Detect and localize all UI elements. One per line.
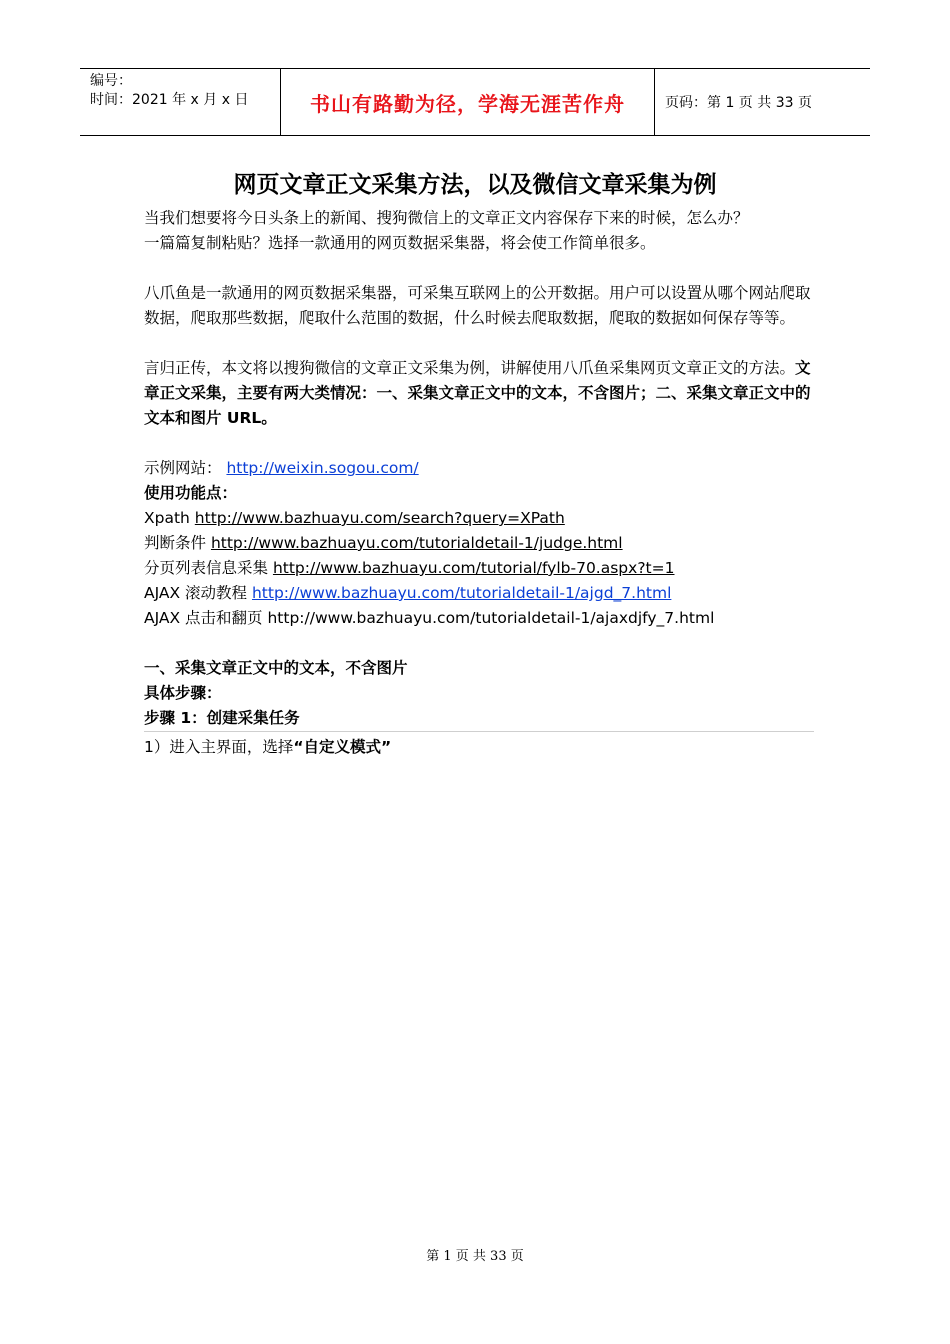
section-heading: 一、采集文章正文中的文本，不含图片 bbox=[144, 659, 408, 677]
feature-name: AJAX 点击和翻页 bbox=[144, 609, 268, 627]
feature-item bbox=[144, 581, 814, 606]
feature-item bbox=[144, 556, 814, 581]
intro-line-1: 当我们想要将今日头条上的新闻、搜狗微信上的文章正文内容保存下来的时候，怎么办？ bbox=[144, 209, 749, 227]
overview-bold-text: 文章正文采集，主要有两大类情况：一、采集文章正文中的文本，不含图片；二、采集文章正文中的文本和图片 URL。 bbox=[144, 359, 811, 427]
feature-link[interactable]: http://www.bazhuayu.com/tutorialdetail-1/judge.html bbox=[210, 534, 623, 552]
step-item-bold: “自定义模式” bbox=[293, 738, 392, 756]
header-motto-cell bbox=[281, 69, 655, 135]
feature-item bbox=[144, 506, 814, 531]
feature-name: 分页列表信息采集 bbox=[144, 559, 273, 577]
feature-link[interactable]: http://www.bazhuayu.com/search?query=XPath bbox=[194, 509, 565, 527]
feature-name: Xpath bbox=[144, 509, 195, 527]
step-item bbox=[144, 731, 814, 760]
paragraph-bazhuayu-intro: 八爪鱼是一款通用的网页数据采集器，可采集互联网上的公开数据。用户可以设置从哪个网站爬取数据，爬取那些数据，爬取什么范围的数据，什么时候去爬取数据，爬取的数据如何保存等等。 bbox=[144, 284, 811, 327]
example-site bbox=[144, 456, 814, 481]
feature-link[interactable]: http://www.bazhuayu.com/tutorial/fylb-70.aspx?t=1 bbox=[272, 559, 675, 577]
paragraph-overview bbox=[144, 356, 814, 431]
feature-name: 判断条件 bbox=[144, 534, 211, 552]
document-date: 时间：2021 年 x 月 x 日 bbox=[90, 92, 249, 108]
feature-link[interactable]: http://www.bazhuayu.com/tutorialdetail-1/ajaxdjfy_7.html bbox=[267, 609, 715, 627]
document-body bbox=[144, 206, 814, 760]
document-number-label: 编号： bbox=[90, 73, 132, 89]
feature-item bbox=[144, 606, 814, 631]
features-label: 使用功能点： bbox=[144, 484, 238, 502]
feature-link[interactable]: http://www.bazhuayu.com/tutorialdetail-1/ajgd_7.html bbox=[251, 584, 672, 602]
step-item-text: 1）进入主界面，选择 bbox=[144, 738, 294, 756]
header-page-info: 页码：第 1 页 共 33 页 bbox=[665, 95, 812, 111]
overview-text: 言归正传，本文将以搜狗微信的文章正文采集为例，讲解使用八爪鱼采集网页文章正文的方法。 bbox=[144, 359, 796, 377]
document-header bbox=[80, 68, 870, 136]
step-heading: 步骤 1：创建采集任务 bbox=[144, 709, 300, 727]
feature-name: AJAX 滚动教程 bbox=[144, 584, 252, 602]
steps-label: 具体步骤： bbox=[144, 684, 222, 702]
example-label: 示例网站： bbox=[144, 459, 222, 477]
header-meta bbox=[80, 69, 281, 135]
page-footer: 第 1 页 共 33 页 bbox=[426, 1249, 524, 1264]
intro-line-2: 一篇篇复制粘贴？选择一款通用的网页数据采集器，将会使工作简单很多。 bbox=[144, 234, 656, 252]
document-title: 网页文章正文采集方法，以及微信文章采集为例 bbox=[233, 172, 717, 198]
example-site-link[interactable]: http://weixin.sogou.com/ bbox=[226, 459, 419, 477]
header-motto: 书山有路勤为径，学海无涯苦作舟 bbox=[310, 91, 625, 116]
feature-item bbox=[144, 531, 814, 556]
